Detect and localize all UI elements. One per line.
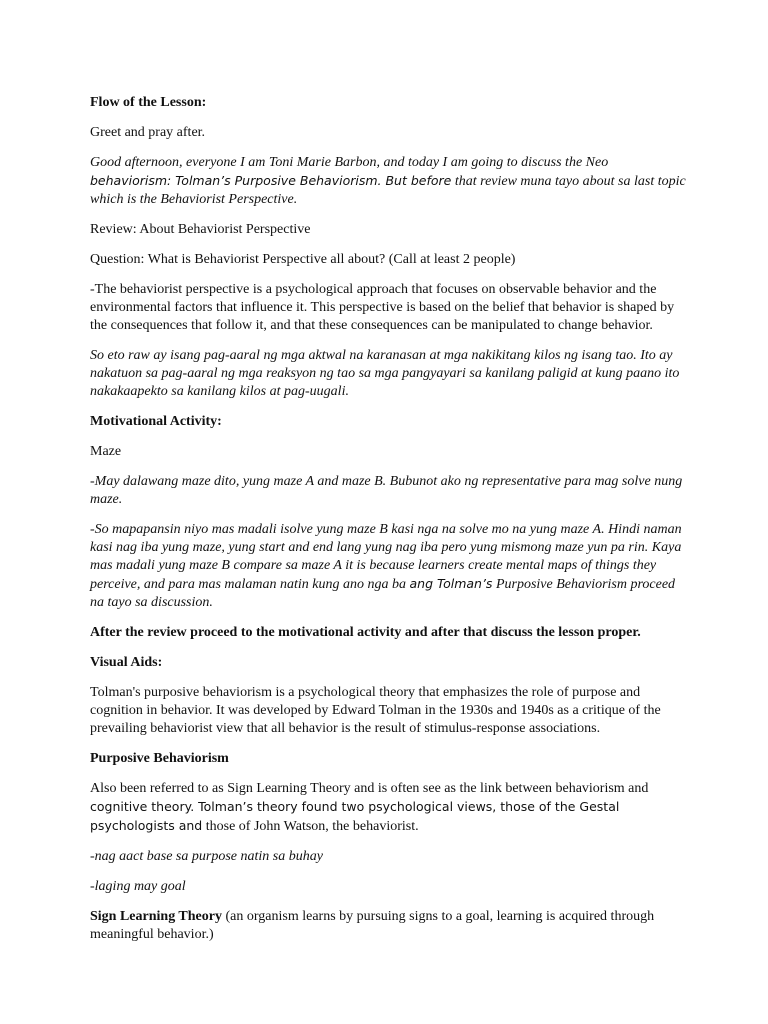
purposive-part1: Also been referred to as Sign Learning Theory and is often see as the link between behaviorism and — [90, 781, 649, 796]
maze-line-2-part3: Purposive Behaviorism proceed na tayo sa discussion. — [90, 577, 676, 610]
purposive-paragraph — [90, 780, 690, 836]
greet-text: Greet and pray after. — [90, 125, 206, 140]
after-review-instruction: After the review proceed to the motivational activity and after that discuss the lesson proper. — [90, 625, 641, 640]
purposive-part3: those of John Watson, the behaviorist. — [202, 819, 419, 834]
note-goal: -laging may goal — [90, 879, 186, 894]
intro-part2: behaviorism: Tolman’s Purposive Behaviorism. But before — [90, 173, 452, 188]
review-text: Review: About Behaviorist Perspective — [90, 222, 311, 237]
intro-part1: Good afternoon, everyone I am Toni Marie Barbon, and today I am going to discuss the Neo — [90, 155, 609, 170]
tolman-paragraph: Tolman's purposive behaviorism is a psychological theory that emphasizes the role of purpose and cognition in behavior. It was developed by Edward Tolman in the 1930s and 1940s as a critique of the prevailing behaviorist view that all behavior is the result of stimulus-response associations. — [90, 685, 661, 736]
maze-label: Maze — [90, 444, 122, 459]
maze-line-2-part2: ang Tolman’s — [409, 576, 493, 591]
behaviorist-tagalog: So eto raw ay isang pag-aaral ng mga aktwal na karanasan at mga nakikitang kilos ng isang tao. Ito ay nakatuon sa pag-aaral ng mga reaksyon ng tao sa mga pangyayari sa kanilang paligid at kung paano ito nakakaapekto sa kanilang kilos at pag-uugali. — [90, 348, 680, 399]
sign-learning-paragraph — [90, 908, 690, 944]
sign-learning-definition: (an organism learns by pursuing signs to a goal, learning is acquired through meaningful behavior.) — [90, 909, 655, 942]
maze-line-2 — [90, 521, 690, 612]
note-purpose: -nag aact base sa purpose natin sa buhay — [90, 849, 323, 864]
sign-learning-term: Sign Learning Theory — [90, 909, 222, 924]
document-page — [90, 94, 690, 956]
maze-line-1: -May dalawang maze dito, yung maze A and maze B. Bubunot ako ng representative para mag solve nung maze. — [90, 474, 683, 507]
question-text: Question: What is Behaviorist Perspective all about? (Call at least 2 people) — [90, 252, 516, 267]
motivational-activity-heading: Motivational Activity: — [90, 414, 222, 429]
purposive-part2: cognitive theory. Tolman’s theory found two psychological views, those of the Gestal psychologists and — [90, 799, 620, 833]
purposive-behaviorism-heading: Purposive Behaviorism — [90, 751, 229, 766]
intro-paragraph — [90, 154, 690, 209]
maze-line-2-part1: -So mapapansin niyo mas madali isolve yung maze B kasi nga na solve mo na yung maze A. Hindi naman kasi nag iba yung maze, yung start and end lang yung nag iba pero yung mismong maze yun pa rin. Kaya mas madali yung maze B compare sa maze A it is because learners create mental maps of things they perceive, and para mas malaman natin kung ano nga ba — [90, 522, 682, 592]
behaviorist-definition: -The behaviorist perspective is a psychological approach that focuses on observable behavior and the environmental factors that influence it. This perspective is based on the belief that behavior is shaped by the consequences that follow it, and that these consequences can be manipulated to change behavior. — [90, 282, 675, 333]
visual-aids-heading: Visual Aids: — [90, 655, 163, 670]
flow-of-lesson-heading: Flow of the Lesson: — [90, 95, 207, 110]
intro-part3: that review muna tayo about sa last topic which is the Behaviorist Perspective. — [90, 174, 686, 207]
